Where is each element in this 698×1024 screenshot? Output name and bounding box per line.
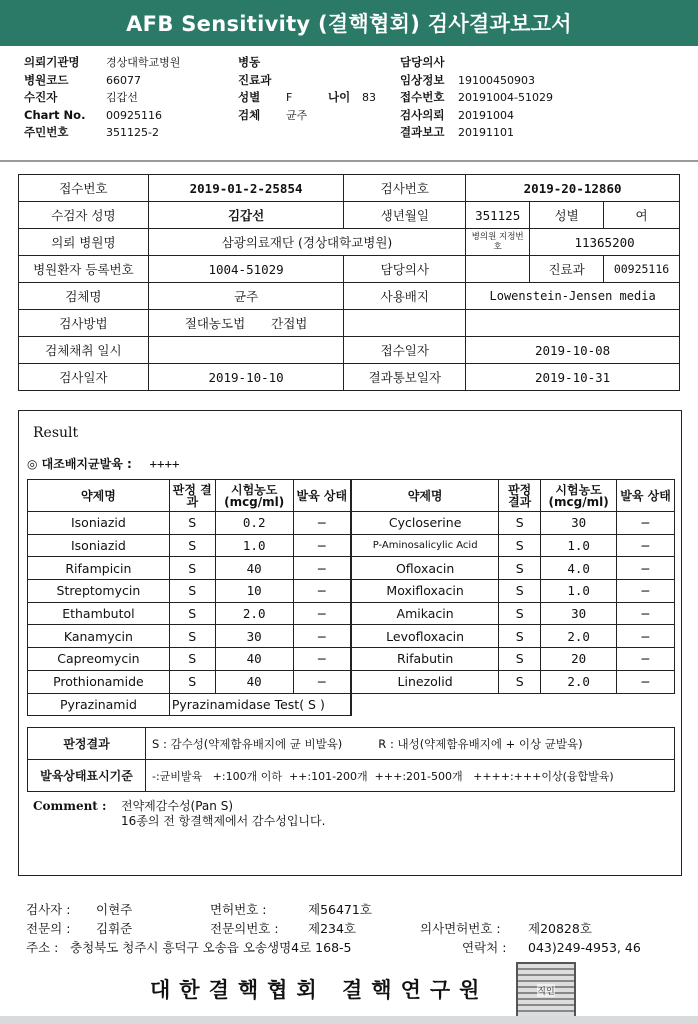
growth: − — [293, 580, 351, 603]
drug-name: P-Aminosalicylic Acid — [351, 534, 499, 557]
tested-date: 2019-10-10 — [148, 364, 344, 391]
footer-label: 전문의 : — [26, 921, 71, 936]
header-value: 83 — [362, 91, 376, 104]
test-no: 2019-20-12860 — [466, 175, 680, 202]
col-drug: 약제명 — [351, 480, 499, 512]
concentration: 30 — [541, 512, 617, 535]
header-label: 진료과 — [238, 72, 272, 87]
judge-r: R : 내성(약제함유배지에 + 이상 균발육) — [378, 736, 583, 751]
growth: − — [293, 602, 351, 625]
drug-name: Pyrazinamid — [28, 693, 170, 716]
medium: Lowenstein-Jensen media — [466, 283, 680, 310]
growth: − — [617, 580, 675, 603]
header-value: 20191004-51029 — [458, 91, 553, 104]
table-row — [28, 693, 675, 716]
concentration: 20 — [541, 648, 617, 671]
table-row — [28, 602, 675, 625]
info-label: 생년월일 — [344, 202, 466, 229]
growth: − — [617, 534, 675, 557]
report-title: AFB Sensitivity (결핵협회) 검사결과보고서 — [0, 0, 698, 46]
drug-name: Isoniazid — [28, 512, 170, 535]
judge-label: 판정결과 — [28, 728, 146, 760]
judgement: S — [499, 648, 541, 671]
comment — [33, 799, 325, 829]
drug-name: Isoniazid — [28, 534, 170, 557]
judgement: S — [169, 602, 215, 625]
concentration: 2.0 — [215, 602, 293, 625]
header-value: 00925116 — [106, 108, 162, 122]
drug-name: Levofloxacin — [351, 625, 499, 648]
header-label: 수진자 — [24, 90, 58, 104]
judgement: S — [499, 557, 541, 580]
growth: − — [617, 648, 675, 671]
header-label: 검체 — [238, 107, 261, 122]
header-label: 주민번호 — [24, 125, 69, 139]
info-label: 병의원 지정번호 — [466, 229, 530, 256]
drug-name: Capreomycin — [28, 648, 170, 671]
drug-name: Linezolid — [351, 670, 499, 693]
header-value: 균주 — [286, 108, 308, 122]
judgement: S — [169, 512, 215, 535]
info-label: 접수일자 — [344, 337, 466, 364]
judgement: S — [169, 580, 215, 603]
growth-desc: -:균비발육 +:100개 이하 ++:101-200개 +++:201-500개 ++++:+++이상(융합발육) — [146, 760, 675, 792]
reg-no: 2019-01-2-25854 — [148, 175, 344, 202]
drug-name: Rifabutin — [351, 648, 499, 671]
info-label: 의뢰 병원명 — [19, 229, 149, 256]
sex: 여 — [604, 202, 680, 229]
concentration: 0.2 — [215, 512, 293, 535]
header-value: 351125-2 — [106, 126, 159, 139]
concentration: 40 — [215, 648, 293, 671]
col-judgement: 판정 결과 — [499, 480, 541, 512]
judgement: S — [169, 534, 215, 557]
footer-label: 연락처 : — [462, 940, 507, 955]
judgement: S — [169, 670, 215, 693]
table-row — [28, 557, 675, 580]
concentration: 30 — [541, 602, 617, 625]
concentration: 1.0 — [541, 534, 617, 557]
growth: − — [617, 512, 675, 535]
judgement: S — [169, 557, 215, 580]
growth: − — [293, 534, 351, 557]
footer-label: 면허번호 : — [210, 902, 267, 917]
judge-s: S : 감수성(약제함유배지에 균 비발육) — [152, 736, 343, 751]
header-label: 병원코드 — [24, 72, 69, 87]
judgement: S — [169, 648, 215, 671]
received-date: 2019-10-08 — [466, 337, 680, 364]
drug-name: Cycloserine — [351, 512, 499, 535]
growth: − — [293, 512, 351, 535]
header-label: 의뢰기관명 — [24, 55, 80, 69]
header-divider — [0, 160, 698, 162]
reported-date: 2019-10-31 — [466, 364, 680, 391]
growth: − — [617, 670, 675, 693]
empty-cell — [351, 693, 675, 716]
info-label: 결과통보일자 — [344, 364, 466, 391]
header-label: 성별 — [238, 90, 261, 104]
header-label: 담당의사 — [400, 55, 445, 69]
info-label: 담당의사 — [344, 256, 466, 283]
license-no: 제56471호 — [308, 902, 372, 917]
header-label: 병동 — [238, 55, 261, 69]
growth: − — [617, 625, 675, 648]
info-label: 사용배지 — [344, 283, 466, 310]
concentration: 10 — [215, 580, 293, 603]
info-label: 수검자 성명 — [19, 202, 149, 229]
judgement: S — [499, 670, 541, 693]
result-title: Result — [33, 425, 79, 441]
header-value: 20191101 — [458, 126, 514, 139]
header-col-2 — [238, 54, 376, 124]
col-judgement: 판정 결과 — [169, 480, 215, 512]
seal-text: 직인 — [537, 984, 554, 997]
header-label: 결과보고 — [400, 125, 445, 139]
hospital-code: 11365200 — [530, 229, 680, 256]
judgement: S — [169, 625, 215, 648]
drug-name: Prothionamide — [28, 670, 170, 693]
table-row — [28, 670, 675, 693]
col-growth: 발육 상태 — [293, 480, 351, 512]
info-label: 검체명 — [19, 283, 149, 310]
header-col-3 — [400, 54, 553, 142]
hospital-name: 삼광의료재단 (경상대학교병원) — [148, 229, 465, 256]
judgement: S — [499, 580, 541, 603]
table-row — [28, 648, 675, 671]
col-drug: 약제명 — [28, 480, 170, 512]
dept: 00925116 — [604, 256, 680, 283]
patient-name: 김갑선 — [148, 202, 344, 229]
official-seal — [516, 962, 576, 1018]
growth: − — [617, 602, 675, 625]
organization-name: 대한결핵협회 결핵연구원 — [150, 977, 489, 1002]
doctor — [466, 256, 530, 283]
col-growth: 발육 상태 — [617, 480, 675, 512]
info-label: 성별 — [530, 202, 604, 229]
header-value: 66077 — [106, 73, 141, 87]
header-value: 19100450903 — [458, 73, 535, 87]
comment-label: Comment : — [33, 799, 107, 813]
footer-label: 전문의번호 : — [210, 921, 279, 936]
legend-table — [27, 727, 675, 792]
col-conc: 시험농도 (mcg/ml) — [215, 480, 293, 512]
expert-no: 제234호 — [308, 921, 357, 936]
address: 충청북도 청주시 흥덕구 오송읍 오송생명4로 168-5 — [70, 940, 352, 955]
info-label: 병원환자 등록번호 — [19, 256, 149, 283]
empty-cell — [466, 310, 680, 337]
concentration: 40 — [215, 670, 293, 693]
concentration: 1.0 — [541, 580, 617, 603]
drug-table — [27, 479, 675, 716]
growth: − — [617, 557, 675, 580]
col-conc: 시험농도 (mcg/ml) — [541, 480, 617, 512]
footer-label: 의사면허번호 : — [420, 921, 501, 936]
header-label: 접수번호 — [400, 90, 445, 104]
info-label: 검사번호 — [344, 175, 466, 202]
concentration: 4.0 — [541, 557, 617, 580]
judgement: S — [499, 512, 541, 535]
method-1: 절대농도법 — [184, 316, 246, 331]
judgement: S — [499, 534, 541, 557]
drug-name: Rifampicin — [28, 557, 170, 580]
collect-date — [148, 337, 344, 364]
concentration: 30 — [215, 625, 293, 648]
drug-name: Moxifloxacin — [351, 580, 499, 603]
tester: 이현주 — [96, 902, 133, 917]
concentration: 2.0 — [541, 670, 617, 693]
growth: − — [293, 670, 351, 693]
table-row — [28, 512, 675, 535]
hospital-patient-no: 1004-51029 — [148, 256, 344, 283]
drug-name: Kanamycin — [28, 625, 170, 648]
pza-result: Pyrazinamidase Test( S ) — [169, 693, 351, 716]
info-label: 접수번호 — [19, 175, 149, 202]
info-label: 검체채취 일시 — [19, 337, 149, 364]
comment-line: 전약제감수성(Pan S) — [121, 799, 234, 813]
doctor-license: 제20828호 — [528, 921, 592, 936]
header-value: 20191004 — [458, 108, 514, 122]
judgement: S — [499, 625, 541, 648]
footer-label: 주소 : — [26, 940, 59, 955]
comment-line: 16종의 전 항결핵제에서 감수성입니다. — [121, 814, 326, 828]
control-growth — [27, 455, 180, 472]
header-label: Chart No. — [24, 107, 86, 122]
table-row — [28, 580, 675, 603]
drug-name: Ofloxacin — [351, 557, 499, 580]
judgement: S — [499, 602, 541, 625]
drug-name: Streptomycin — [28, 580, 170, 603]
empty-cell — [344, 310, 466, 337]
control-label: ◎ 대조배지균발육 : — [27, 457, 132, 471]
info-label: 진료과 — [530, 256, 604, 283]
growth-label: 발육상태표시기준 — [28, 760, 146, 792]
growth: − — [293, 648, 351, 671]
header-label: 임상정보 — [400, 72, 445, 87]
dob: 351125 — [466, 202, 530, 229]
header-label: 검사의뢰 — [400, 107, 445, 122]
growth: − — [293, 625, 351, 648]
header-value: 경상대학교병원 — [106, 56, 181, 69]
judge-desc — [146, 728, 675, 760]
drug-name: Amikacin — [351, 602, 499, 625]
concentration: 40 — [215, 557, 293, 580]
footer-label: 검사자 : — [26, 902, 71, 917]
header-value: F — [286, 91, 293, 104]
info-table — [18, 174, 680, 391]
control-value: ++++ — [149, 456, 180, 471]
drug-name: Ethambutol — [28, 602, 170, 625]
expert: 김휘준 — [96, 921, 133, 936]
table-row — [28, 625, 675, 648]
bottom-bar — [0, 1016, 698, 1024]
method — [148, 310, 344, 337]
concentration: 1.0 — [215, 534, 293, 557]
specimen: 균주 — [148, 283, 344, 310]
header-label: 나이 — [328, 90, 351, 104]
header-col-1 — [24, 54, 180, 142]
info-label: 검사방법 — [19, 310, 149, 337]
method-2: 간접법 — [271, 316, 308, 331]
header-value: 김갑선 — [106, 91, 138, 104]
contact: 043)249-4953, 46 — [528, 940, 641, 955]
result-section — [18, 410, 682, 876]
concentration: 2.0 — [541, 625, 617, 648]
growth: − — [293, 557, 351, 580]
info-label: 검사일자 — [19, 364, 149, 391]
table-row — [28, 534, 675, 557]
